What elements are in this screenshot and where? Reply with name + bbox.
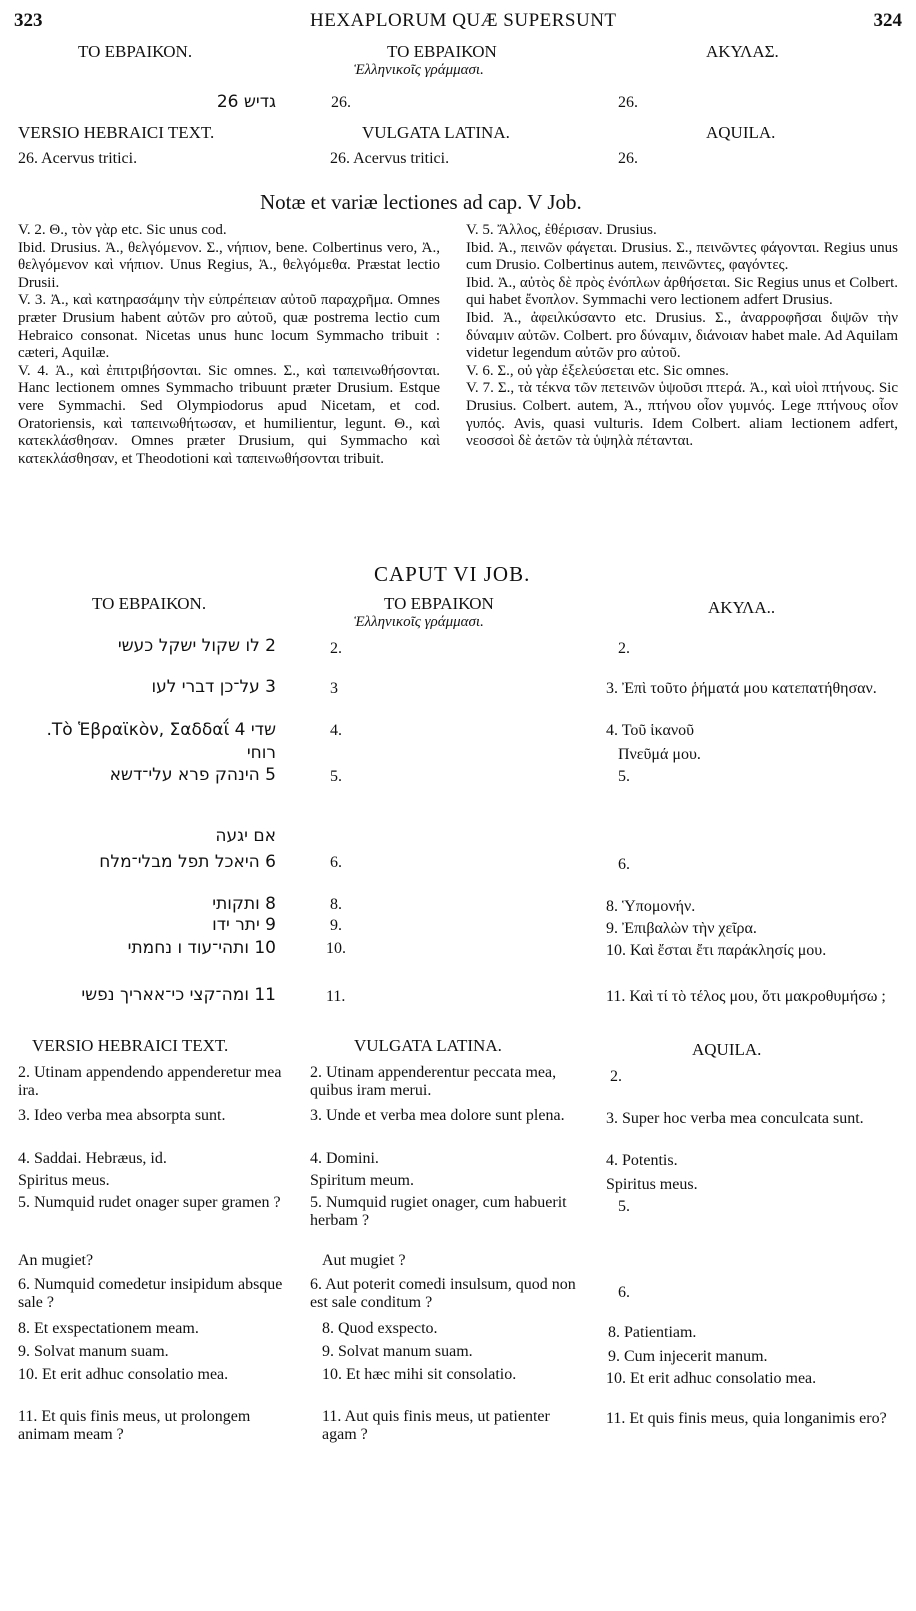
aquila-greek: 9. Ἐπιβαλὼν τὴν χεῖρα. <box>606 920 757 937</box>
aquila-latin: 4. Potentis. <box>606 1152 678 1169</box>
versio-text: 4. Saddai. Hebræus, id. <box>18 1150 167 1167</box>
note-paragraph: V. 3. Ἀ., καὶ κατηρασάμην τὴν εὐπρέπειαν αὐτοῦ παραχρῆμα. Omnes præter Drusium habent αὐτῶν pro αὐτοῦ, quæ postrema lectio cum Hebraico consonat. Nicetas unus hunc locum Symmacho tribuit : cæteri, Aquilæ. <box>18 292 440 362</box>
page-number-left: 323 <box>14 10 43 31</box>
col-title-hebrew: ΤΟ ΕΒΡΑΙΚΟΝ. <box>92 594 207 613</box>
hebrew-verse: 5 הינהק פרא עלי־דשא <box>109 765 276 785</box>
vulgata-text: 4. Domini. <box>310 1150 379 1167</box>
col-title-vulgata: VULGATA LATINA. <box>354 1036 502 1055</box>
note-paragraph: Ibid. Ἀ., ἀφειλκύσαντο etc. Drusius. Σ., ἀναρροφῆσαι διψῶν τὴν δύναμιν αὐτῶν. Colbert. pro δύναμιν, διάνοιαν habet male. Ad Aquilam videtur legendum αὐτῶν pro αὐτοῦ. <box>466 309 898 362</box>
col-title-hebrew: ΤΟ ΕΒΡΑΙΚΟΝ. <box>78 42 193 61</box>
versio-text: 2. Utinam appendendo appenderetur mea ira. <box>18 1064 282 1099</box>
aquila-greek: 4. Τοῦ ἱκανοῦ <box>606 722 695 739</box>
col-title-aquila: ΑΚΥΛΑΣ. <box>706 42 779 61</box>
vulgata-text: 10. Et hæc mihi sit consolatio. <box>322 1366 517 1383</box>
verse-number: 2. <box>330 640 342 657</box>
aquila-latin: 8. Patientiam. <box>608 1324 697 1341</box>
vulgata-text: Aut mugiet ? <box>322 1252 406 1269</box>
verse-number: 6. <box>330 854 342 871</box>
vulgata-text: 5. Numquid rugiet onager, cum habuerit herbam ? <box>310 1194 567 1229</box>
aquila-greek: 5. <box>618 768 630 785</box>
col-title-aquila-latin: AQUILA. <box>706 123 776 142</box>
hebrew-verse: 9 יתר ידו <box>212 915 276 935</box>
col-title-versio: VERSIO HEBRAICI TEXT. <box>32 1036 229 1055</box>
versio-text: 11. Et quis finis meus, ut prolongem animam meam ? <box>18 1408 251 1443</box>
aquila-greek: Πνεῦμά μου. <box>618 746 701 763</box>
aquila-greek: 2. <box>618 640 630 657</box>
note-paragraph: V. 2. Θ., τὸν γὰρ etc. Sic unus cod. <box>18 222 227 238</box>
note-paragraph: V. 5. Ἄλλος, ἐθέρισαν. Drusius. <box>466 222 657 238</box>
versio-text: Spiritus meus. <box>18 1172 110 1189</box>
vulgata-text: 6. Aut poterit comedi insulsum, quod non est sale conditum ? <box>310 1276 576 1311</box>
versio-text: An mugiet? <box>18 1252 94 1269</box>
aquila-latin: 11. Et quis finis meus, quia longanimis ero? <box>606 1410 887 1427</box>
note-paragraph: V. 4. Ἀ., καὶ ἐπιτριβήσονται. Sic omnes. Σ., καὶ ταπεινωθήσονται. Hanc lectionem omnes Symmacho tribuunt præter Drusium. Estque vere Symmachi. Sed Olympiodorus apud Nicetam, et cod. Oratoriensis, καὶ ταπεινωθήτωσαν, et humilientur, legunt. Θ., καὶ κατεκλάσθησαν. Omnes præter Drusium, qui Symmacho καὶ κατεκλάσθησαν, et Theodotioni καὶ ταπεινωθήσονται tribuit. <box>18 362 440 467</box>
note-paragraph: V. 6. Σ., οὐ γὰρ ἐξελεύσεται etc. Sic omnes. <box>466 362 729 379</box>
hebrew-verse: 11 ומה־קצי כי־אאריך נפשי <box>81 985 276 1005</box>
hebrew-verse: 6 היאכל תפל מבלי־מלח <box>99 852 276 872</box>
col-title-hebrew-greek: ΤΟ ΕΒΡΑΙΚΟΝ <box>384 594 494 613</box>
aquila-greek: 11. Καὶ τί τὸ τέλος μου, ὅτι μακροθυμήσω ; <box>606 988 886 1005</box>
aquila-latin: 3. Super hoc verba mea conculcata sunt. <box>606 1110 864 1127</box>
verse-number: 8. <box>330 896 342 913</box>
verse-number: 9. <box>330 917 342 934</box>
aquila-latin: 10. Et erit adhuc consolatio mea. <box>606 1370 817 1387</box>
col-title-hebrew-greek: ΤΟ ΕΒΡΑΙΚΟΝ <box>387 42 497 61</box>
hebrew-verse: 10 ותהי־עוד ו נחמתי <box>127 938 276 958</box>
aquila-latin: 9. Cum injecerit manum. <box>608 1348 768 1365</box>
aquila-text: 26. <box>618 150 638 167</box>
vulgata-text: 9. Solvat manum suam. <box>322 1343 473 1360</box>
aquila-latin: 6. <box>618 1284 630 1301</box>
aquila-greek: 6. <box>618 856 630 873</box>
versio-text: 6. Numquid comedetur insipidum absque sale ? <box>18 1276 283 1311</box>
versio-text: 3. Ideo verba mea absorpta sunt. <box>18 1107 226 1124</box>
verse-number: 5. <box>330 768 342 785</box>
verse-number: 26. <box>331 94 351 111</box>
col-title-aquila: ΑΚΥΛΑ.. <box>708 598 776 617</box>
vulgata-text: 11. Aut quis finis meus, ut patienter agam ? <box>322 1408 550 1443</box>
versio-text: 8. Et exspectationem meam. <box>18 1320 199 1337</box>
aquila-greek: 3. Ἐπὶ τοῦτο ῥήματά μου κατεπατήθησαν. <box>606 680 877 697</box>
verse-number: 26. <box>618 94 638 111</box>
running-title: HEXAPLORUM QUÆ SUPERSUNT <box>310 10 617 31</box>
vulgata-text: 2. Utinam appenderentur peccata mea, quibus iram merui. <box>310 1064 557 1099</box>
note-paragraph: Ibid. Drusius. Ἀ., θελγόμενον. Σ., νήπιον, bene. Colbertinus vero, Ἀ., θελγόμενον καὶ νήπιον. Unus Regius, Ἀ., θελγόμεθα. Præstat lectio Drusii. <box>18 239 440 291</box>
vulgata-text: 3. Unde et verba mea dolore sunt plena. <box>310 1107 565 1124</box>
chapter-title: CAPUT VI JOB. <box>374 562 531 586</box>
notes-title: Notæ et variæ lectiones ad cap. V Job. <box>260 190 582 214</box>
hebrew-verse-26: גדיש 26 <box>216 92 276 112</box>
note-paragraph: Ibid. Ἀ., αὐτὸς δὲ πρὸς ἐνόπλων ἀρθήσεται. Sic Regius unus et Colbert. qui habet ἔνοπλον. Symmachi vero lectionem adfert Drusius. <box>466 274 898 309</box>
hebrew-verse: 2 לו שקול ישקל כעשי <box>117 636 276 656</box>
aquila-latin: Spiritus meus. <box>606 1176 698 1193</box>
page-number-right: 324 <box>873 10 902 31</box>
verse-number: 11. <box>326 988 346 1005</box>
note-paragraph: Ibid. Ἀ., πεινῶν φάγεται. Drusius. Σ., πεινῶντες φάγονται. Regius unus cum Drusio. Colbertinus autem, πεινῶντες, φαγόντες. <box>466 239 898 274</box>
versio-text: 10. Et erit adhuc consolatio mea. <box>18 1366 229 1383</box>
versio-text: 9. Solvat manum suam. <box>18 1343 169 1360</box>
vulgata-text: 8. Quod exspecto. <box>322 1320 438 1337</box>
hebrew-verse: 3 על־כן דברי לעו <box>151 677 276 697</box>
aquila-greek: 8. Ὑπομονήν. <box>606 898 696 915</box>
col-title-aquila-latin: AQUILA. <box>692 1040 762 1059</box>
col-title-versio: VERSIO HEBRAICI TEXT. <box>18 123 215 142</box>
verse-number: 3 <box>330 680 338 697</box>
hebrew-verse: שדי 4 Τὸ Ἑβραϊκὸν, Σαδδαΐ. <box>46 720 276 740</box>
versio-text: 5. Numquid rudet onager super gramen ? <box>18 1194 281 1211</box>
vulgata-text: 26. Acervus tritici. <box>330 150 450 167</box>
notes-left-column <box>18 222 440 468</box>
col-subtitle: Ἑλληνικοῖς γράμμασι. <box>354 62 484 78</box>
notes-right-column <box>466 222 898 451</box>
aquila-greek: 10. Καὶ ἔσται ἔτι παράκλησίς μου. <box>606 942 827 959</box>
hebrew-verse: רוחי <box>246 743 276 763</box>
hebrew-verse: אם יגעה <box>215 826 276 846</box>
aquila-latin: 2. <box>610 1068 622 1085</box>
hebrew-verse: 8 ותקותי <box>212 894 276 914</box>
col-title-vulgata: VULGATA LATINA. <box>362 123 510 142</box>
versio-text: 26. Acervus tritici. <box>18 150 138 167</box>
verse-number: 10. <box>326 940 346 957</box>
note-paragraph: V. 7. Σ., τὰ τέκνα τῶν πετεινῶν ὑψοῦσι πτερά. Ἀ., καὶ υἱοὶ πτήνους. Sic Drusius. Colbert. autem, Ἀ., πτήνου οἷον γυμνός. Lege πτήνους οἷον γυπός. Avis, quasi vulturis. Idem Colbert. aliam lectionem adfert, νεοσσοὶ δὲ ἀετῶν τὰ ὑψηλὰ πέτανται. <box>466 380 898 450</box>
verse-number: 4. <box>330 722 342 739</box>
col-subtitle: Ἑλληνικοῖς γράμμασι. <box>354 614 484 630</box>
aquila-latin: 5. <box>618 1198 630 1215</box>
vulgata-text: Spiritum meum. <box>310 1172 414 1189</box>
